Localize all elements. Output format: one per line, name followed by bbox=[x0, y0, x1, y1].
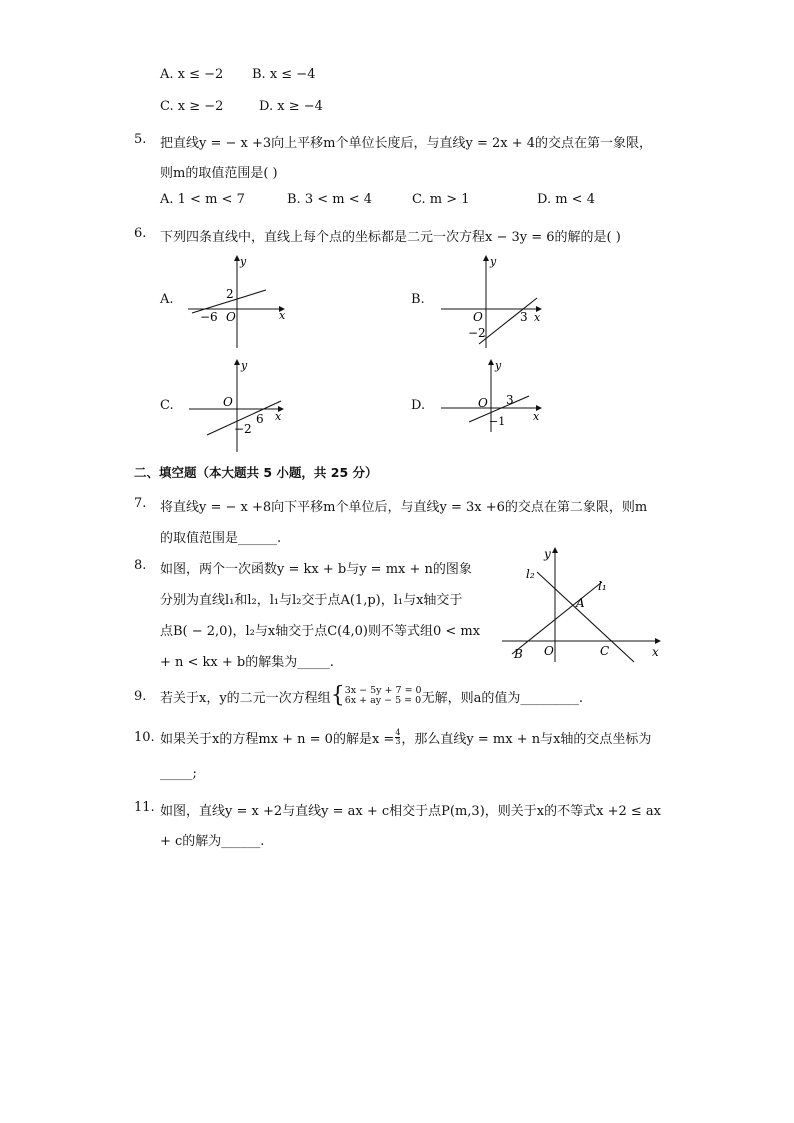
q10-number: 10. bbox=[134, 730, 155, 745]
l1-label: l₁ bbox=[598, 579, 607, 593]
q6-label-d: D. bbox=[411, 398, 426, 413]
line-l1 bbox=[512, 582, 602, 654]
q9-stem bbox=[160, 680, 583, 712]
q4-option-b: B. x ≤ −4 bbox=[252, 67, 316, 82]
y-axis-label: y bbox=[490, 255, 497, 268]
q6-number: 6. bbox=[134, 226, 147, 241]
q8-stem-line4: + n < kx + b的解集为_____. bbox=[160, 655, 334, 670]
q11-number: 11. bbox=[134, 800, 155, 815]
origin-label: O bbox=[544, 644, 554, 658]
point-b-label: B bbox=[514, 647, 523, 661]
q5-option-b: B. 3 < m < 4 bbox=[287, 192, 373, 207]
q11-stem-line2: + c的解为______. bbox=[160, 834, 265, 849]
x-intercept-label: −6 bbox=[200, 310, 218, 324]
y-axis-label: y bbox=[240, 255, 247, 268]
q5-option-d: D. m < 4 bbox=[537, 192, 595, 207]
q9-number: 9. bbox=[134, 689, 147, 704]
y-intercept-label: −2 bbox=[234, 422, 252, 436]
q9-prefix: 若关于x，y的二元一次方程组 bbox=[160, 690, 331, 706]
q5-option-a: A. 1 < m < 7 bbox=[160, 192, 245, 207]
x-axis-label: x bbox=[275, 410, 282, 423]
q10-stem-line1 bbox=[160, 722, 651, 752]
graph-line bbox=[479, 298, 537, 344]
x-intercept-label: 6 bbox=[256, 412, 264, 426]
q5-stem-line2: 则m的取值范围是( ) bbox=[160, 166, 278, 181]
x-intercept-label: 3 bbox=[520, 310, 528, 324]
x-axis-label: x bbox=[534, 311, 541, 324]
q5-stem-line1: 把直线y = − x +3向上平移m个单位长度后，与直线y = 2x + 4的交点在第一象限， bbox=[160, 136, 653, 151]
x-axis-label: x bbox=[652, 645, 659, 659]
q4-option-a: A. x ≤ −2 bbox=[160, 67, 224, 82]
q6-graph-c bbox=[185, 356, 295, 456]
x-axis-label: x bbox=[279, 309, 286, 322]
q9-suffix: 无解，则a的值为_________. bbox=[421, 690, 583, 706]
q6-graph-d bbox=[437, 356, 547, 436]
origin-label: O bbox=[223, 395, 233, 409]
q4-option-d: D. x ≥ −4 bbox=[259, 99, 323, 114]
q10-fraction bbox=[395, 729, 400, 746]
x-axis-label: x bbox=[533, 410, 540, 423]
y-intercept-label: 2 bbox=[226, 287, 234, 301]
q10-suffix: ，那么直线y = mx + n与x轴的交点坐标为 bbox=[401, 731, 652, 747]
q5-number: 5. bbox=[134, 132, 147, 147]
q10-fraction-denominator: 3 bbox=[395, 736, 401, 746]
q8-stem-line3: 点B( − 2,0)，l₂与x轴交于点C(4,0)则不等式组0 < mx bbox=[160, 624, 481, 639]
q10-stem-line2: _____; bbox=[160, 766, 197, 781]
q8-stem-line2: 分别为直线l₁和l₂，l₁与l₂交于点A(1,p)，l₁与x轴交于 bbox=[160, 593, 463, 608]
y-intercept-label: −2 bbox=[468, 326, 486, 340]
q10-fraction-numerator: 4 bbox=[395, 727, 401, 737]
q8-figure bbox=[498, 544, 668, 666]
brace-icon: { bbox=[330, 683, 345, 708]
point-c-label: C bbox=[600, 644, 610, 658]
q8-number: 8. bbox=[134, 558, 147, 573]
y-axis-label: y bbox=[241, 359, 248, 372]
q9-equation-system bbox=[345, 686, 422, 706]
q7-stem-line2: 的取值范围是______. bbox=[160, 531, 282, 546]
q7-stem-line1: 将直线y = − x +8向下平移m个单位后，与直线y = 3x +6的交点在第二象限，则m bbox=[160, 500, 648, 515]
origin-label: O bbox=[478, 396, 488, 410]
y-axis-label: y bbox=[495, 359, 502, 372]
origin-label: O bbox=[473, 310, 483, 324]
q6-graph-a bbox=[180, 252, 290, 352]
q6-stem: 下列四条直线中，直线上每个点的坐标都是二元一次方程x − 3y = 6的解的是( ) bbox=[160, 230, 621, 245]
q6-label-c: C. bbox=[160, 398, 174, 413]
q6-label-b: B. bbox=[411, 292, 425, 307]
q7-number: 7. bbox=[134, 496, 147, 511]
point-a-label: A bbox=[576, 596, 585, 610]
q5-option-c: C. m > 1 bbox=[412, 192, 470, 207]
section-heading: 二、填空题（本大题共 5 小题，共 25 分） bbox=[134, 465, 378, 480]
q6-label-a: A. bbox=[160, 292, 174, 307]
q9-equation-2: 6x + ay − 5 = 0 bbox=[344, 695, 422, 706]
y-intercept-label: −1 bbox=[489, 415, 506, 428]
x-intercept-label: 3 bbox=[506, 393, 514, 407]
q4-option-c: C. x ≥ −2 bbox=[160, 99, 224, 114]
y-axis-label: y bbox=[544, 547, 551, 561]
q9-equation-1: 3x − 5y + 7 = 0 bbox=[344, 685, 422, 696]
l2-label: l₂ bbox=[526, 567, 535, 581]
origin-label: O bbox=[226, 310, 236, 324]
q11-stem-line1: 如图，直线y = x +2与直线y = ax + c相交于点P(m,3)，则关于x的不等式x +2 ≤ ax bbox=[160, 804, 661, 819]
q6-graph-b bbox=[435, 252, 545, 352]
q10-prefix: 如果关于x的方程mx + n = 0的解是x = bbox=[160, 731, 395, 747]
q8-stem-line1: 如图，两个一次函数y = kx + b与y = mx + n的图象 bbox=[160, 562, 472, 577]
